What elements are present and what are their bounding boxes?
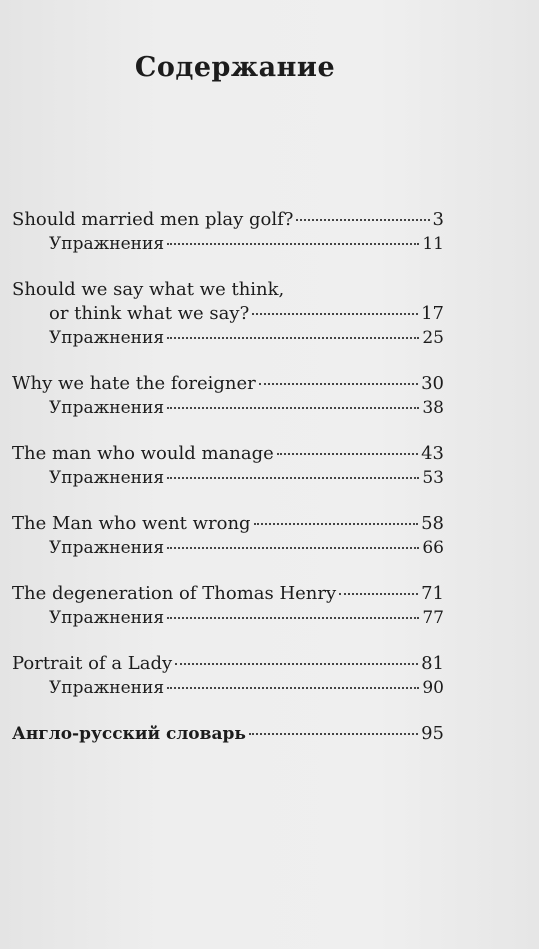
exercise-page-number: 25 (422, 328, 444, 348)
dot-leader (167, 243, 419, 245)
toc-entry (12, 372, 444, 420)
page-number: 95 (421, 723, 444, 744)
toc-entry (12, 512, 444, 560)
toc-entry (12, 442, 444, 490)
exercise-line (12, 536, 444, 560)
toc-line (12, 652, 444, 676)
page-number: 30 (421, 373, 444, 394)
toc-line (12, 302, 444, 326)
page-title: Содержание (134, 52, 336, 83)
dot-leader (175, 663, 418, 665)
page-number: 81 (421, 653, 444, 674)
exercise-page-number: 90 (422, 678, 444, 698)
toc-entry (12, 278, 444, 350)
toc-entry (12, 582, 444, 630)
dot-leader (296, 219, 429, 221)
chapter-title: The man who would manage (12, 443, 274, 464)
dot-leader (339, 593, 418, 595)
toc-line (12, 442, 444, 466)
page-number: 58 (421, 513, 444, 534)
dot-leader (167, 617, 419, 619)
page-number: 17 (421, 303, 444, 324)
toc-entry (12, 722, 444, 746)
dot-leader (277, 453, 418, 455)
toc-entry (12, 652, 444, 700)
dot-leader (167, 477, 419, 479)
toc-entry (12, 208, 444, 256)
exercise-label: Упражнения (49, 678, 165, 698)
dot-leader (252, 313, 418, 315)
exercise-label: Упражнения (49, 398, 165, 418)
dot-leader (249, 733, 418, 735)
dot-leader (259, 383, 418, 385)
exercise-page-number: 66 (422, 538, 444, 558)
page-number: 43 (421, 443, 444, 464)
table-of-contents (12, 208, 444, 768)
chapter-title-line1: Should we say what we think, (12, 279, 285, 300)
exercise-label: Упражнения (49, 608, 165, 628)
exercise-line (12, 326, 444, 350)
toc-line (12, 722, 444, 746)
exercise-page-number: 38 (422, 398, 444, 418)
exercise-page-number: 53 (422, 468, 444, 488)
exercise-line (12, 466, 444, 490)
chapter-title-line2: or think what we say? (49, 303, 250, 324)
toc-line (12, 208, 444, 232)
toc-line (12, 372, 444, 396)
exercise-label: Упражнения (49, 234, 165, 254)
dot-leader (254, 523, 419, 525)
chapter-title: Should married men play golf? (12, 209, 294, 230)
dot-leader (167, 687, 419, 689)
exercise-label: Упражнения (49, 468, 165, 488)
exercise-label: Упражнения (49, 328, 165, 348)
dot-leader (167, 547, 419, 549)
dot-leader (167, 407, 419, 409)
chapter-title: The degeneration of Thomas Henry (12, 583, 337, 604)
page-number: 71 (421, 583, 444, 604)
dot-leader (167, 337, 419, 339)
toc-line (12, 512, 444, 536)
exercise-line (12, 396, 444, 420)
chapter-title: The Man who went wrong (12, 513, 251, 534)
exercise-page-number: 11 (422, 234, 444, 254)
chapter-title: Portrait of a Lady (12, 653, 173, 674)
dictionary-title: Англо-русский словарь (12, 724, 246, 744)
exercise-label: Упражнения (49, 538, 165, 558)
exercise-line (12, 232, 444, 256)
chapter-title: Why we hate the foreigner (12, 373, 256, 394)
exercise-line (12, 606, 444, 630)
toc-line (12, 278, 444, 302)
toc-line (12, 582, 444, 606)
page-number: 3 (432, 209, 444, 230)
exercise-page-number: 77 (422, 608, 444, 628)
exercise-line (12, 676, 444, 700)
